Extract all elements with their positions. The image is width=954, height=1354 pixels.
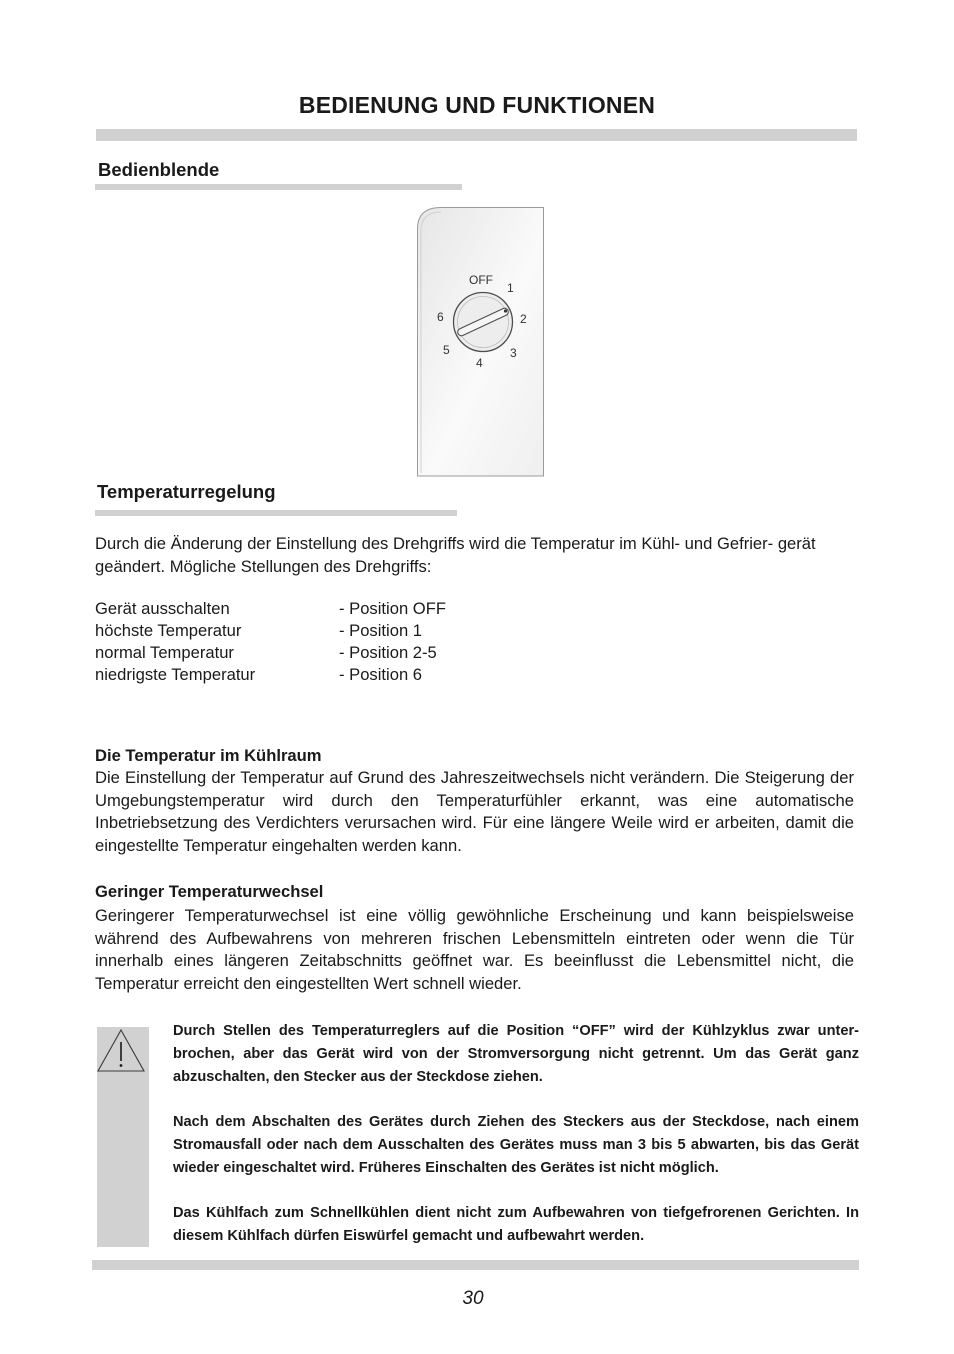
warning-text <box>173 1020 859 1248</box>
kuehlraum-text: Die Einstellung der Temperatur auf Grund des Jahreszeitwechsels nicht verändern. Die Steigerung der Umgebungstemperatur wird durch den Temperaturfühler erkannt, was eine automatische Inbetriebsetzung des Verdichters verursachen wird. Für eine längere Weile wird er arbeiten, damit die eingestellte Temperatur eingehalten werden kann. <box>95 768 854 855</box>
section-heading-kuehlraum: Die Temperatur im Kühlraum <box>95 746 322 765</box>
settings-list <box>95 598 515 690</box>
setting-label: Gerät ausschalten <box>95 599 230 618</box>
temperaturwechsel-text: Geringerer Temperaturwechsel ist eine völlig gewöhnliche Erscheinung und kann beispielsweise während des Aufbewahrens von mehreren frischen Lebensmitteln eintreten oder wenn die Tür innerhalb eines längeren Zeitabschnitts geöffnet war. Es beeinflusst die Lebensmittel nicht, die Temperatur erreicht den eingestellten Wert schnell wieder. <box>95 906 854 993</box>
settings-row <box>95 598 230 620</box>
setting-label: normal Temperatur <box>95 643 234 662</box>
page-number: 30 <box>462 1288 484 1309</box>
section-heading-temperaturregelung: Temperaturregelung <box>97 481 276 502</box>
warning-paragraph: Nach dem Abschalten des Gerätes durch Ziehen des Steckers aus der Steckdose, nach einem Stromausfall oder nach dem Ausschalten des Gerätes muss man 3 bis 5 abwarten, bis das Gerät wieder eingeschaltet wird. Früheres Einschalten des Gerätes ist nicht möglich. <box>173 1114 859 1176</box>
warning-paragraph: Durch Stellen des Temperaturreglers auf die Position “OFF” wird der Kühlzyklus zwar unter- brochen, aber das Gerät wird von der Stromversorgung nicht getrennt. Um das Gerät ganz abzuschalten, den Stecker aus der Steckdose ziehen. <box>173 1023 859 1085</box>
setting-label: höchste Temperatur <box>95 621 242 640</box>
section-heading-bedienblende: Bedienblende <box>98 159 220 180</box>
page-title: BEDIENUNG UND FUNKTIONEN <box>298 92 656 118</box>
title-divider <box>96 129 857 141</box>
dial-label-4: 4 <box>476 356 483 370</box>
settings-row <box>95 620 241 642</box>
settings-row <box>95 642 234 664</box>
temperature-intro: Durch die Änderung der Einstellung des Drehgriffs wird die Temperatur im Kühl- und Gefrier- gerät geändert. Mögliche Stellungen des Drehgriffs: <box>95 534 816 576</box>
section-divider-temperaturregelung <box>95 510 457 516</box>
warning-triangle-icon <box>97 1027 147 1075</box>
setting-value: - Position 2-5 <box>339 643 437 662</box>
settings-row-value <box>339 620 422 642</box>
warning-paragraph: Das Kühlfach zum Schnellkühlen dient nicht zum Aufbewahren von tiefgefrorenen Gerichten. In diesem Kühlfach dürfen Eiswürfel gemacht und aufbewahrt werden. <box>173 1205 859 1244</box>
settings-row <box>95 664 255 686</box>
dial-label-off: OFF <box>469 273 493 287</box>
control-panel-drawing <box>415 205 547 479</box>
setting-value: - Position 1 <box>339 621 423 640</box>
setting-label: niedrigste Temperatur <box>95 665 256 684</box>
section-divider-bedienblende <box>95 184 462 190</box>
dial-label-5: 5 <box>443 343 450 357</box>
dial-label-1: 1 <box>507 281 514 295</box>
setting-value: - Position 6 <box>339 665 423 684</box>
dial-label-2: 2 <box>520 312 527 326</box>
footer-divider <box>92 1260 859 1270</box>
settings-row-value <box>339 642 437 664</box>
settings-row-value <box>339 664 422 686</box>
settings-row-value <box>339 598 446 620</box>
setting-value: - Position OFF <box>339 599 446 618</box>
control-panel-illustration <box>415 205 547 479</box>
dial-label-3: 3 <box>510 346 517 360</box>
dial-label-6: 6 <box>437 310 444 324</box>
section-heading-temperaturwechsel: Geringer Temperaturwechsel <box>95 882 324 901</box>
